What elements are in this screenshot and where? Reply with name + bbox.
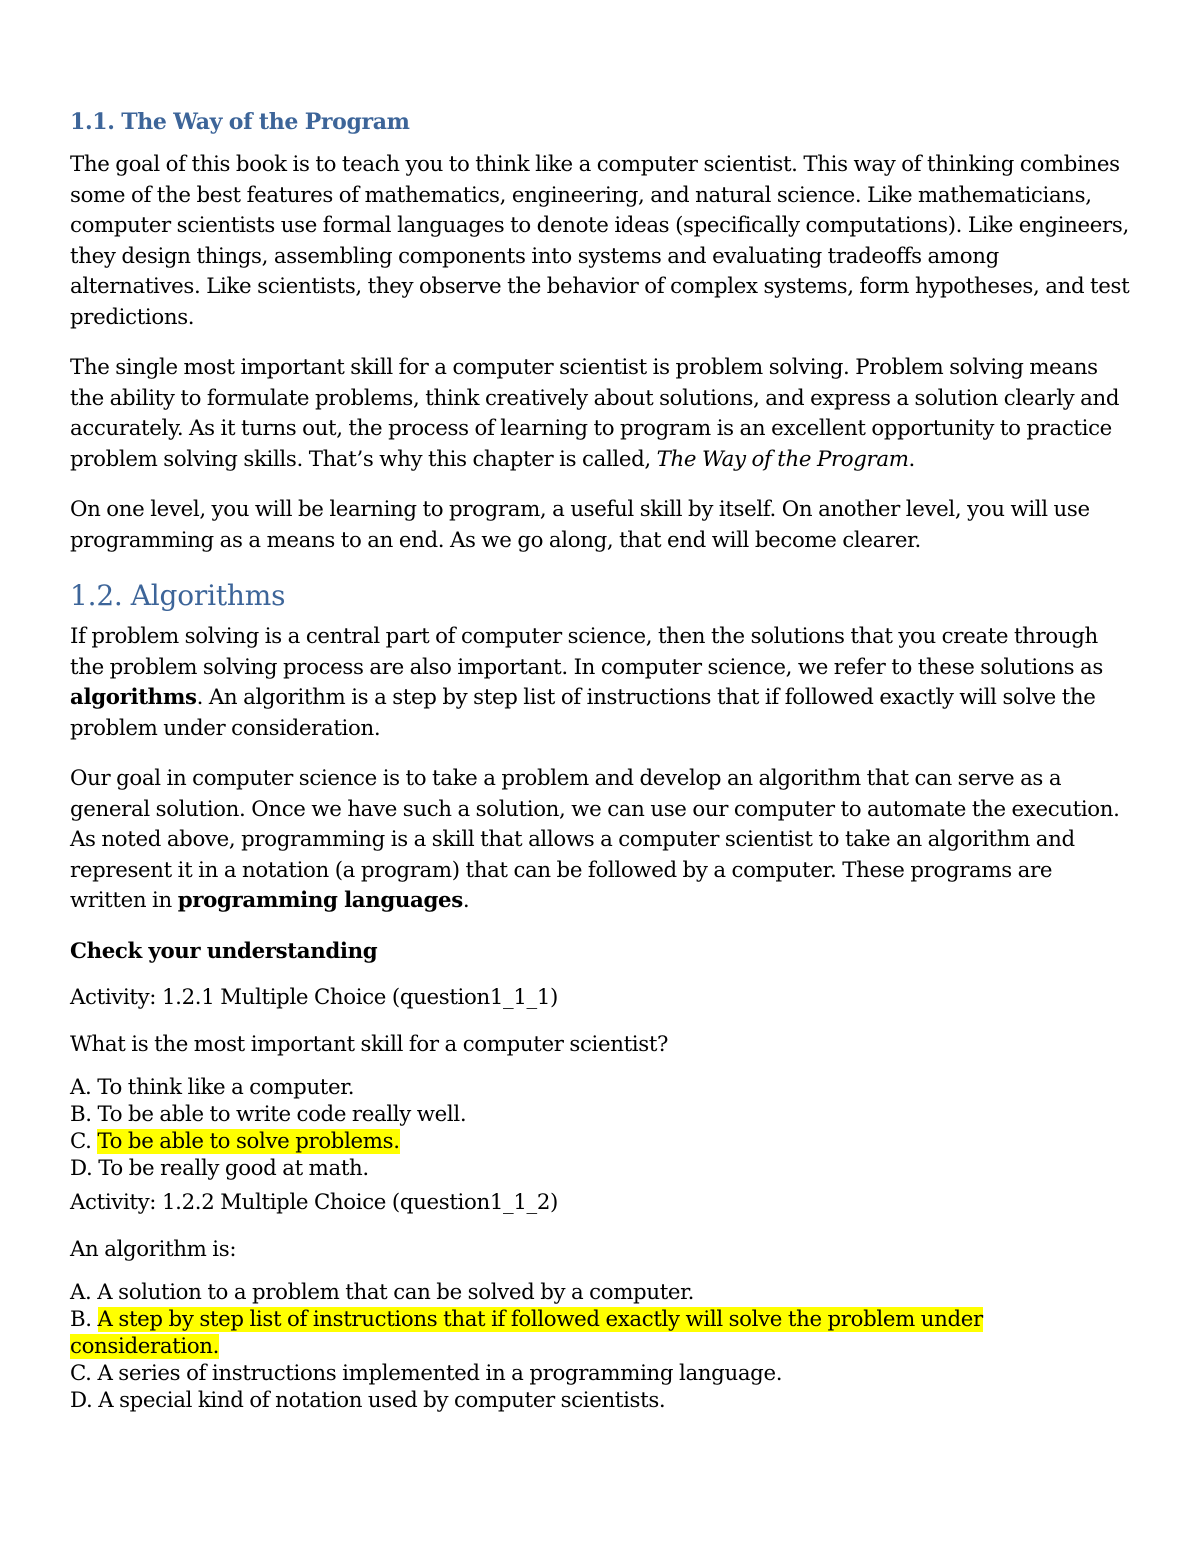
option-a [70, 1279, 1130, 1306]
option-letter: D. [70, 1388, 99, 1413]
option-letter: B. [70, 1102, 98, 1127]
section-1-2-paragraph-1 [70, 622, 1130, 744]
section-1-1-paragraph-2 [70, 353, 1130, 475]
option-text: A solution to a problem that can be solved by a computer. [97, 1280, 695, 1305]
option-a [70, 1074, 1130, 1101]
option-text: To think like a computer. [97, 1075, 355, 1100]
paragraph-end: . [908, 446, 915, 472]
section-1-1-paragraph-3: On one level, you will be learning to program, a useful skill by itself. On another level, you will use programming as a means to an end. As we go along, that end will become clearer. [70, 497, 1090, 553]
section-1-1-paragraph-1: The goal of this book is to teach you to think like a computer scientist. This way of thinking combines some of the best features of mathematics, engineering, and natural science. Like mathematicians, computer scientists use formal languages to denote ideas (specifically computations). Like engineers, they design things, assembling components into systems and evaluating tradeoffs among alternatives. Like scientists, they observe the behavior of complex systems, form hypotheses, and test predictions. [70, 152, 1130, 330]
option-c [70, 1128, 1130, 1155]
option-letter: A. [70, 1075, 98, 1100]
activity-label-2: Activity: 1.2.2 Multiple Choice (question1_1_2) [70, 1190, 558, 1215]
option-d [70, 1387, 1130, 1414]
option-d [70, 1155, 1130, 1182]
option-text: A special kind of notation used by computer scientists. [98, 1388, 666, 1413]
option-letter: D. [70, 1156, 99, 1181]
term-programming-languages: programming languages [177, 888, 463, 913]
paragraph-text: If problem solving is a central part of computer science, then the solutions that you create through the problem solving process are also important. In computer science, we refer to these solutions as [70, 624, 1103, 680]
check-understanding-heading: Check your understanding [70, 938, 378, 964]
chapter-title-italic: The Way of the Program [656, 446, 909, 472]
option-b [70, 1306, 1130, 1360]
paragraph-end: . An algorithm is a step by step list of instructions that if followed exactly will solve the problem under consideration. [70, 685, 1096, 741]
question-2: An algorithm is: [70, 1236, 237, 1262]
term-algorithms: algorithms [70, 685, 197, 710]
option-b [70, 1101, 1130, 1128]
paragraph-text: The single most important skill for a computer scientist is problem solving. Problem solving means the ability to formulate problems, think creatively about solutions, and express a solution clearly and accurately. As it turns out, the process of learning to program is an excellent opportunity to practice problem solving skills. That’s why this chapter is called, [70, 355, 1120, 472]
section-1-2-heading: 1.2. Algorithms [70, 579, 286, 612]
paragraph-end: . [462, 888, 470, 913]
option-text: To be able to write code really well. [97, 1102, 467, 1127]
option-letter: C. [70, 1129, 98, 1154]
question-2-options [70, 1279, 1130, 1414]
option-text-highlighted: A step by step list of instructions that if followed exactly will solve the problem under consideration. [70, 1307, 983, 1359]
option-text: To be really good at math. [98, 1156, 369, 1181]
paragraph-text: Our goal in computer science is to take a problem and develop an algorithm that can serve as a general solution. Once we have such a solution, we can use our computer to automate the execution. As noted above, programming is a skill that allows a computer scientist to take an algorithm and represent it in a notation (a program) that can be followed by a computer. These programs are written in [70, 766, 1120, 913]
option-text-highlighted: To be able to solve problems. [97, 1129, 400, 1154]
option-letter: C. [70, 1361, 98, 1386]
document-page [70, 104, 1130, 1420]
activity-label-1: Activity: 1.2.1 Multiple Choice (question1_1_1) [70, 985, 558, 1010]
option-letter: B. [70, 1307, 98, 1332]
option-text: A series of instructions implemented in a programming language. [97, 1361, 783, 1386]
question-1: What is the most important skill for a computer scientist? [70, 1031, 669, 1057]
option-c [70, 1360, 1130, 1387]
question-1-options [70, 1074, 1130, 1182]
section-1-2-paragraph-2 [70, 764, 1130, 917]
option-letter: A. [70, 1280, 98, 1305]
section-1-1-heading: 1.1. The Way of the Program [70, 109, 410, 135]
